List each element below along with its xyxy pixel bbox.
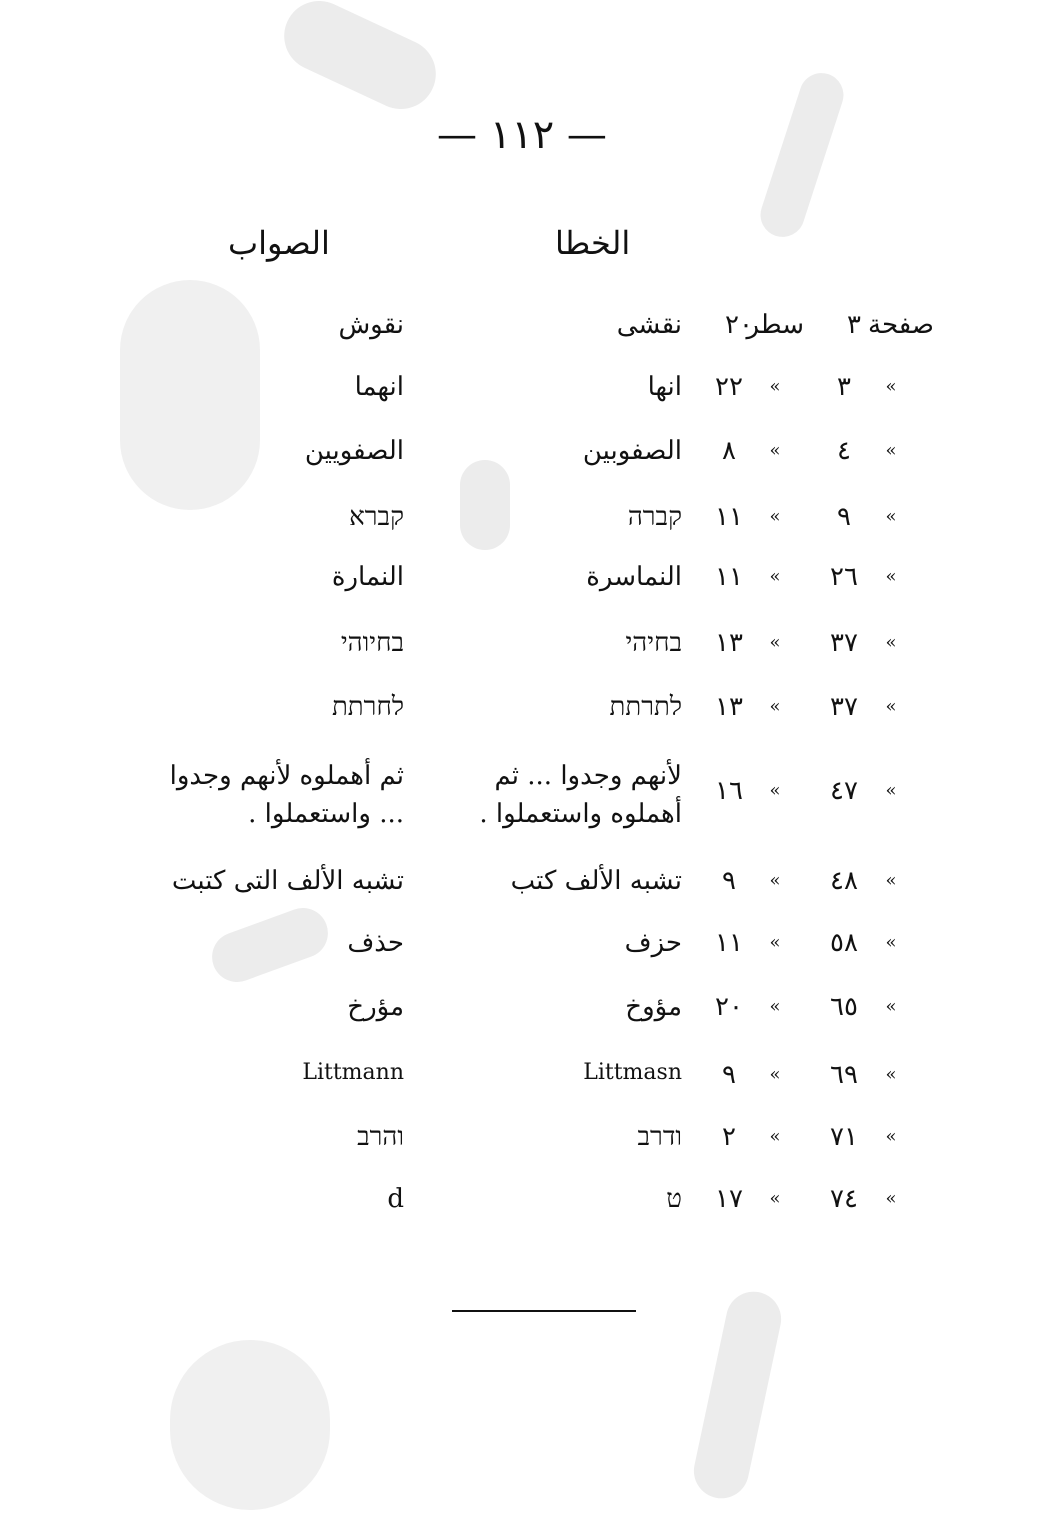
line-number-cell: ٢٠: [725, 310, 753, 340]
correct-text: והרב: [357, 1122, 404, 1152]
errata-row: [0, 866, 1044, 906]
wrong-text: ודרב: [637, 1122, 682, 1152]
line-number-cell: ٢: [722, 1122, 736, 1152]
wrong-text: النماسرة: [586, 562, 682, 592]
ditto-marker: »: [769, 566, 781, 587]
correct-text: Littmann: [302, 1060, 404, 1085]
line-number-cell: ٩: [722, 1060, 736, 1090]
wrong-text: קברה: [627, 502, 682, 532]
line-number-cell: ٢٢: [715, 372, 743, 402]
wrong-text: בחיהי: [625, 628, 682, 658]
background-smudge: [689, 1287, 786, 1504]
ditto-marker: »: [885, 696, 897, 717]
ditto-marker: »: [769, 376, 781, 397]
correct-text: نقوش: [338, 310, 404, 340]
ditto-marker: »: [885, 566, 897, 587]
ditto-marker: »: [769, 932, 781, 953]
page-number-cell: ٣٧: [830, 692, 858, 722]
page-number: — ١١٢ —: [437, 112, 607, 158]
page-number-cell: ٦٥: [830, 992, 858, 1022]
correct-text: الصفويين: [304, 436, 404, 466]
wrong-text: انها: [647, 372, 682, 402]
ditto-marker: »: [769, 506, 781, 527]
ditto-marker: »: [769, 996, 781, 1017]
line-number-cell: ١٦: [715, 776, 743, 806]
page-number-cell: ٩: [837, 502, 851, 532]
errata-row: [0, 628, 1044, 668]
correct-text: انهما: [354, 372, 404, 402]
errata-row: [0, 1122, 1044, 1162]
wrong-text: حزف: [624, 928, 682, 958]
header-wrong: الخطا: [555, 224, 631, 262]
line-number-cell: ١١: [715, 562, 743, 592]
line-number-cell: ١١: [715, 928, 743, 958]
page-number-cell: ٧١: [830, 1122, 858, 1152]
page-number-cell: ٣: [837, 372, 851, 402]
page-number-cell: ٧٤: [830, 1184, 858, 1214]
errata-row: [0, 758, 1044, 829]
line-number-cell: ١٣: [715, 628, 743, 658]
wrong-text: لأنهم وجدوا ... ثم: [494, 761, 682, 791]
background-smudge: [170, 1340, 330, 1510]
page-number-cell: ٤: [837, 436, 851, 466]
line-number-cell: ٩: [722, 866, 736, 896]
wrong-text: Littmasn: [583, 1060, 682, 1085]
page-number-cell: ٥٨: [830, 928, 858, 958]
correct-text: בחיוהי: [340, 628, 404, 658]
line-number-cell: ١٣: [715, 692, 743, 722]
errata-row: [0, 310, 1044, 350]
correct-text: ثم أهملوه لأنهم وجدوا: [169, 761, 404, 791]
page-number-cell: ٦٩: [830, 1060, 858, 1090]
correct-text: مؤرخ: [347, 992, 404, 1022]
errata-row: [0, 502, 1044, 542]
ditto-marker: »: [769, 1064, 781, 1085]
header-correct: الصواب: [228, 224, 330, 262]
page-number-cell: ٣٧: [830, 628, 858, 658]
wrong-text: ט: [666, 1184, 682, 1214]
wrong-text: الصفوبين: [582, 436, 682, 466]
line-number-cell: ٨: [722, 436, 736, 466]
ditto-marker: »: [769, 1188, 781, 1209]
wrong-text: تشبه الألف كتب: [510, 866, 682, 896]
divider: [452, 1310, 636, 1312]
errata-row: [0, 436, 1044, 476]
page-number-cell: ٣: [847, 310, 861, 340]
ditto-marker: »: [885, 932, 897, 953]
page-number-cell: ٤٨: [830, 866, 858, 896]
page-number-cell: ٤٧: [830, 776, 858, 806]
errata-row: [0, 928, 1044, 968]
ditto-marker: »: [885, 506, 897, 527]
ditto-marker: »: [885, 632, 897, 653]
errata-row: [0, 562, 1044, 602]
errata-row: [0, 372, 1044, 412]
wrong-text: أهملوه واستعملوا .: [479, 799, 682, 829]
errata-row: [0, 692, 1044, 732]
correct-text: d: [387, 1184, 404, 1214]
correct-text: לחרתת: [331, 692, 404, 722]
wrong-text: نقشى: [616, 310, 682, 340]
ditto-marker: »: [885, 440, 897, 461]
line-number-cell: ١١: [715, 502, 743, 532]
ditto-marker: »: [885, 1126, 897, 1147]
line-label: سطر: [746, 310, 804, 340]
correct-text: النمارة: [331, 562, 404, 592]
correct-text: تشبه الألف التى كتبت: [171, 866, 404, 896]
ditto-marker: »: [885, 376, 897, 397]
correct-text: ... واستعملوا .: [248, 799, 404, 829]
errata-row: [0, 1060, 1044, 1100]
line-number-cell: ٢٠: [715, 992, 743, 1022]
errata-row: [0, 1184, 1044, 1224]
line-number-cell: ١٧: [715, 1184, 743, 1214]
page-number-cell: ٢٦: [830, 562, 858, 592]
errata-row: [0, 992, 1044, 1032]
ditto-marker: »: [885, 996, 897, 1017]
ditto-marker: »: [769, 696, 781, 717]
wrong-text: مؤوخ: [625, 992, 682, 1022]
ditto-marker: »: [769, 870, 781, 891]
ditto-marker: »: [769, 632, 781, 653]
ditto-marker: »: [769, 1126, 781, 1147]
ditto-marker: »: [769, 780, 781, 801]
ditto-marker: »: [885, 780, 897, 801]
wrong-text: לתרתת: [609, 692, 682, 722]
ditto-marker: »: [885, 870, 897, 891]
correct-text: حذف: [347, 928, 404, 958]
page-label: صفحة: [868, 310, 934, 340]
ditto-marker: »: [769, 440, 781, 461]
ditto-marker: »: [885, 1064, 897, 1085]
ditto-marker: »: [885, 1188, 897, 1209]
correct-text: קברא: [349, 502, 404, 532]
background-smudge: [273, 0, 448, 121]
